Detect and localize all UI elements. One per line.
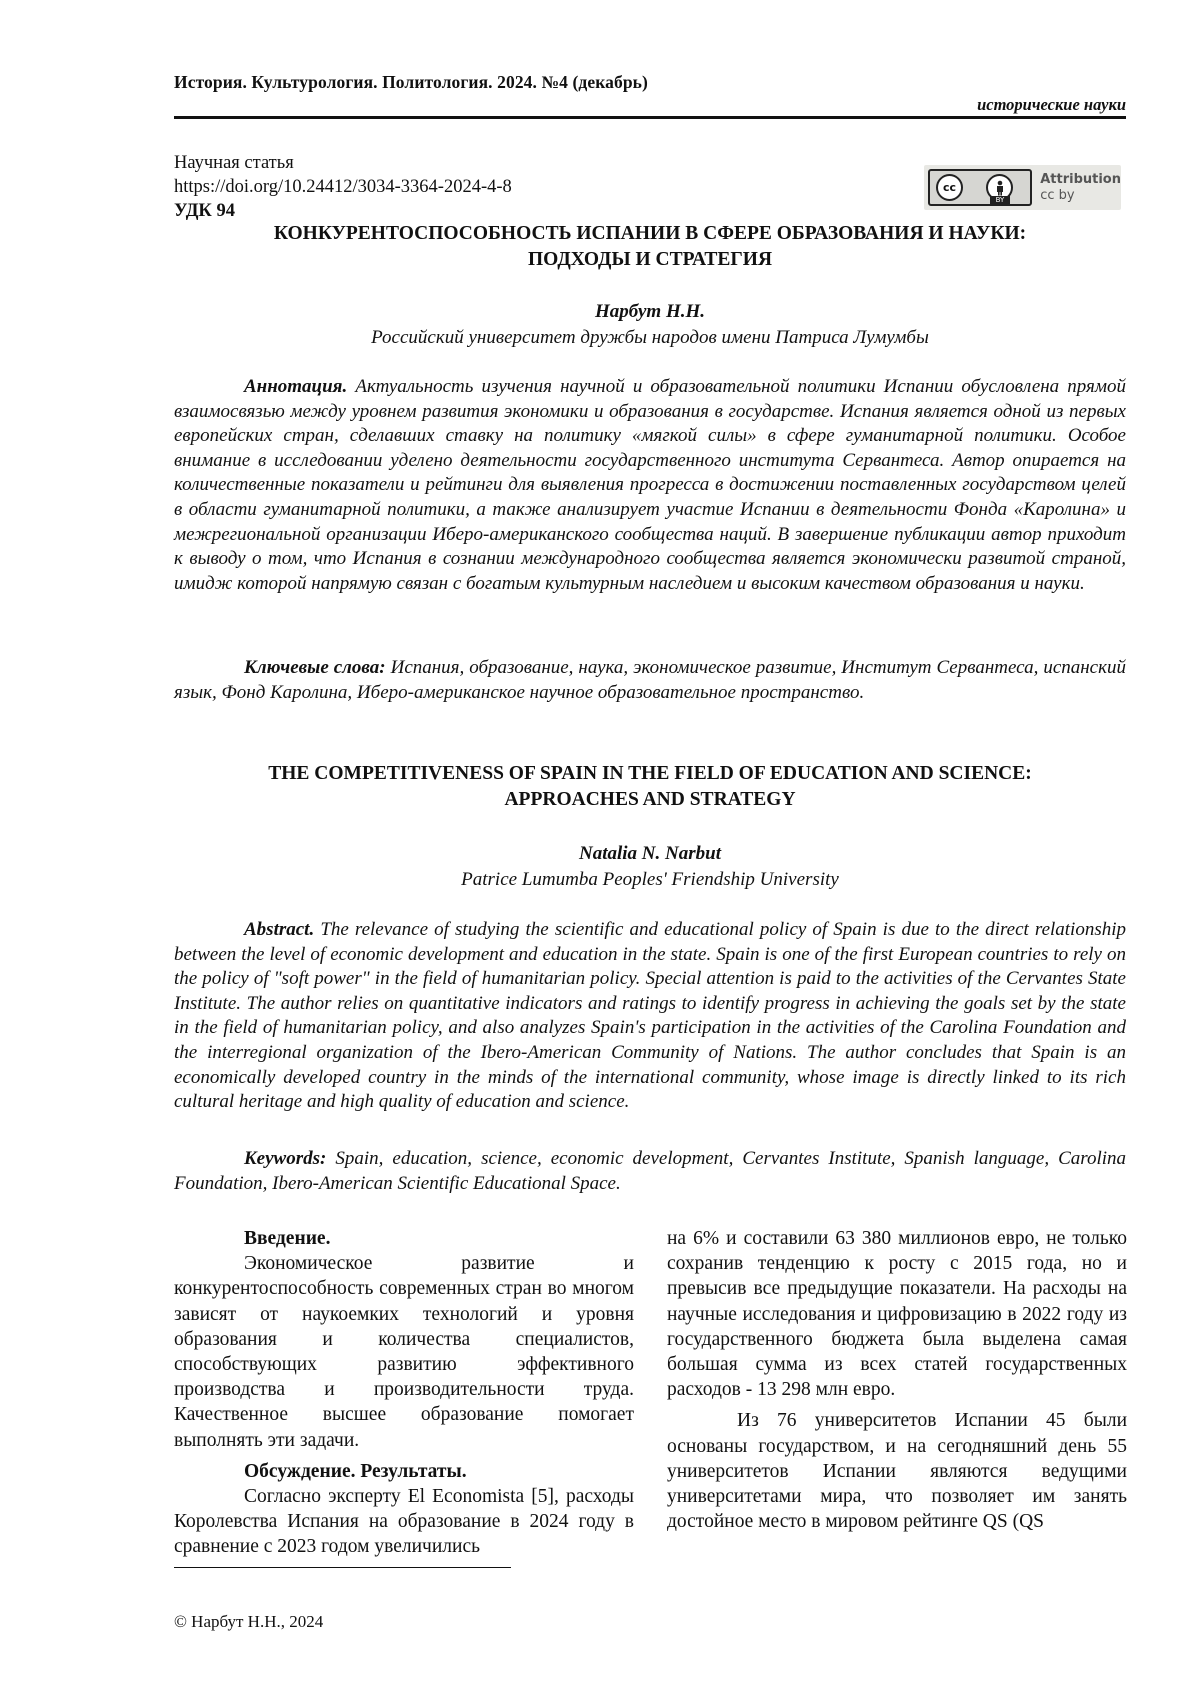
author-ru: Нарбут Н.Н.	[594, 301, 706, 322]
right-paragraph-2: Из 76 университетов Испании 45 были основаны государством, и на сегодняшний день 55 университетов Испании являются ведущими университетами мира, что позволяет им занять достойное место в мировом рейтинге QS (QS	[667, 1410, 1127, 1533]
abstract-ru-text: Актуальность изучения научной и образовательной политики Испании обусловлена прямой взаимосвязью между уровнем развития экономики и образования в государстве. Испания является одной из первых европейских стран, сделавших ставку на политику «мягкой силы» в сфере гуманитарной политики. Особое внимание в исследовании уделено деятельности государственного института Сервантеса. Автор опирается на количественные показатели и рейтинги для выявления прогресса в достижении поставленных государством целей в области гуманитарной политики, а также анализирует участие Испании в деятельности Фонда «Каролина» и межрегиональной организации Иберо-американского сообщества наций. В завершение публикации автор приходит к выводу о том, что Испания в сознании международного сообщества является экономически развитой страной, имидж которой напрямую связан с богатым культурным наследием и высоким качеством образования и науки.	[174, 376, 1126, 594]
intro-paragraph: Экономическое развитие и конкурентоспособность современных стран во многом зависят от наукоемких технологий и уровня образования и количества специалистов, способствующих развитию эффективного производства и производительности труда. Качественное высшее образование помогает выполнять эти задачи.	[174, 1253, 634, 1451]
abstract-en-label: Abstract.	[244, 919, 315, 940]
title-ru-line1: КОНКУРЕНТОСПОСОБНОСТЬ ИСПАНИИ В СФЕРЕ ОБРАЗОВАНИЯ И НАУКИ:	[273, 223, 1027, 244]
author-en: Natalia N. Narbut	[579, 843, 721, 864]
intro-heading: Введение.	[244, 1228, 331, 1249]
affiliation-en: Patrice Lumumba Peoples' Friendship University	[461, 869, 839, 890]
copyright: © Нарбут Н.Н., 2024	[174, 1612, 324, 1631]
abstract-en	[174, 918, 1126, 1115]
keywords-ru-text: Испания, образование, наука, экономическое развитие, Институт Сервантеса, испанский язык, Фонд Каролина, Иберо-американское научное образовательное пространство.	[174, 657, 1126, 703]
title-en-line2: APPROACHES AND STRATEGY	[504, 789, 796, 810]
abstract-ru-label: Аннотация.	[244, 376, 348, 397]
cc-by-label: cc by	[1040, 187, 1075, 203]
discussion-heading: Обсуждение. Результаты.	[244, 1460, 467, 1482]
doi-link[interactable]: https://doi.org/10.24412/3034-3364-2024-4-8	[174, 177, 512, 197]
by-label: BY	[990, 196, 1010, 204]
keywords-en-text: Spain, education, science, economic development, Cervantes Institute, Spanish language, Carolina Foundation, Ibero-American Scientific Educational Space.	[174, 1148, 1127, 1194]
udk-code: УДК 94	[174, 201, 235, 221]
title-ru	[174, 221, 1126, 273]
title-en	[174, 761, 1126, 813]
cc-by-license-badge[interactable]	[924, 165, 1121, 210]
person-glyph-icon	[993, 180, 1007, 196]
license-text	[1040, 172, 1121, 203]
body-column-right	[667, 1226, 1127, 1534]
title-ru-line2: ПОДХОДЫ И СТРАТЕГИЯ	[527, 249, 773, 270]
discussion-paragraph: Согласно эксперту El Economista [5], расходы Королевства Испания на образование в 2024 году в сравнение с 2023 годом увеличились	[174, 1486, 634, 1558]
keywords-ru	[174, 656, 1126, 705]
journal-header: История. Культурология. Политология. 2024. №4 (декабрь)	[174, 72, 648, 92]
keywords-en-label: Keywords:	[244, 1148, 327, 1169]
attribution-label: Attribution	[1040, 171, 1121, 187]
cc-icon-group	[928, 169, 1032, 206]
footnote-divider	[174, 1567, 511, 1568]
keywords-en	[174, 1147, 1126, 1196]
article-type: Научная статья	[174, 153, 294, 173]
abstract-en-text: The relevance of studying the scientific and educational policy of Spain is due to the direct relationship between the level of economic development and education in the state. Spain is one of the first European countries to rely on the policy of "soft power" in the field of humanitarian policy. Special attention is paid to the activities of the Cervantes State Institute. The author relies on quantitative indicators and ratings to identify progress in achieving the goals set by the state in the field of humanitarian policy, and also analyzes Spain's participation in the activities of the Carolina Foundation and the interregional organization of the Ibero-American Community of Nations. The author concludes that Spain is an economically developed country in the minds of the international community, whose image is directly linked to its rich cultural heritage and high quality of education and science.	[174, 919, 1127, 1113]
header-divider	[174, 116, 1126, 119]
keywords-ru-label: Ключевые слова:	[244, 657, 386, 678]
abstract-ru	[174, 375, 1126, 596]
section-label: исторические науки	[977, 95, 1126, 114]
body-column-left	[174, 1226, 634, 1560]
cc-icon: cc	[936, 174, 963, 201]
title-en-line1: THE COMPETITIVENESS OF SPAIN IN THE FIELD OF EDUCATION AND SCIENCE:	[268, 763, 1032, 784]
right-paragraph-1: на 6% и составили 63 380 миллионов евро, не только сохранив тенденцию к росту с 2015 года, но и превысив все предыдущие показатели. На расходы на научные исследования и цифровизацию в 2022 году из государственного бюджета была выделена самая большая сумма из всех статей государственных расходов - 13 298 млн евро.	[667, 1228, 1127, 1401]
affiliation-ru: Российский университет дружбы народов имени Патриса Лумумбы	[371, 327, 929, 348]
